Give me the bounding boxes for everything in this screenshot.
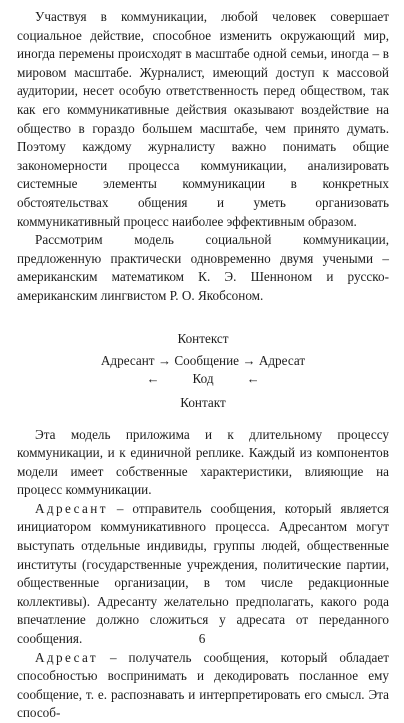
arrow-right-icon: → xyxy=(157,352,172,368)
arrow-right-icon: → xyxy=(242,352,256,368)
page-number: 6 xyxy=(198,631,206,646)
scheme-context: Контекст xyxy=(177,330,229,346)
scheme-code-row xyxy=(17,370,389,389)
addressee-definition: – получатель сообщения, который обладает способностью воспринимать и декодировать посланное ему сообщение, т. е. распознавать и интерпретировать его смысл. Эта способ- xyxy=(17,649,389,721)
communication-model-scheme xyxy=(17,318,389,418)
scheme-message: Сообщение xyxy=(174,352,240,368)
scheme-addresser: Адресант xyxy=(100,352,155,368)
paragraph-model-applicability: Эта модель приложима и к длительному процессу коммуникации, и к единичной реплике. Каждый из компонентов модели имеет собственные характеристики, влияющие на процесс коммуникации. xyxy=(17,426,389,498)
term-addressee: Адресат xyxy=(35,649,99,665)
arrow-left-icon: ← xyxy=(146,370,160,386)
term-addresser: Адресант xyxy=(35,500,108,516)
scheme-main-row xyxy=(17,352,389,371)
paragraph-intro: Участвуя в коммуникации, любой человек совершает социальное действие, способное изменить окружающий мир, иногда перемены происходят в масштабе одной семьи, иногда – в мировом масштабе. Журналист, имеющий доступ к массовой аудитории, несет особую ответственность перед обществом, так как его коммуникативные действия оказывают воздействие на общество в гораздо большем масштабе, чем принято думать. Поэтому каждому журналисту важно понимать общие закономерности процесса коммуникации, анализировать системные элементы коммуникации в конкретных обстоятельствах общения и уметь организовать коммуникативный процесс наиболее эффективным образом. xyxy=(17,9,389,229)
scheme-addressee: Адресат xyxy=(258,352,306,368)
scheme-code: Код xyxy=(192,370,214,386)
page-body xyxy=(17,8,389,723)
scheme-context-row xyxy=(17,330,389,349)
arrow-left-icon: ← xyxy=(246,370,260,386)
paragraph-addresser xyxy=(17,500,389,649)
paragraph-model-intro: Рассмотрим модель социальной коммуникации, предложенную практически одновременно двумя учеными – американским математиком К. Э. Шенноном и русско-американским лингвистом Р. О. Якобсоном. xyxy=(17,232,389,303)
scheme-contact-row xyxy=(17,394,389,413)
scheme-contact: Контакт xyxy=(180,394,226,410)
addresser-definition: – отправитель сообщения, который является инициатором коммуникативного процесса. Адресантом могут выступать отдельные индивиды, группы людей, общественные институты (государственные учреждения, политические партии, общественные организации, в том числе редакционные коллективы). Адресанту желательно предполагать, какого рода впечатление должно сложиться у адресата от переданного сообщения. xyxy=(17,500,389,647)
